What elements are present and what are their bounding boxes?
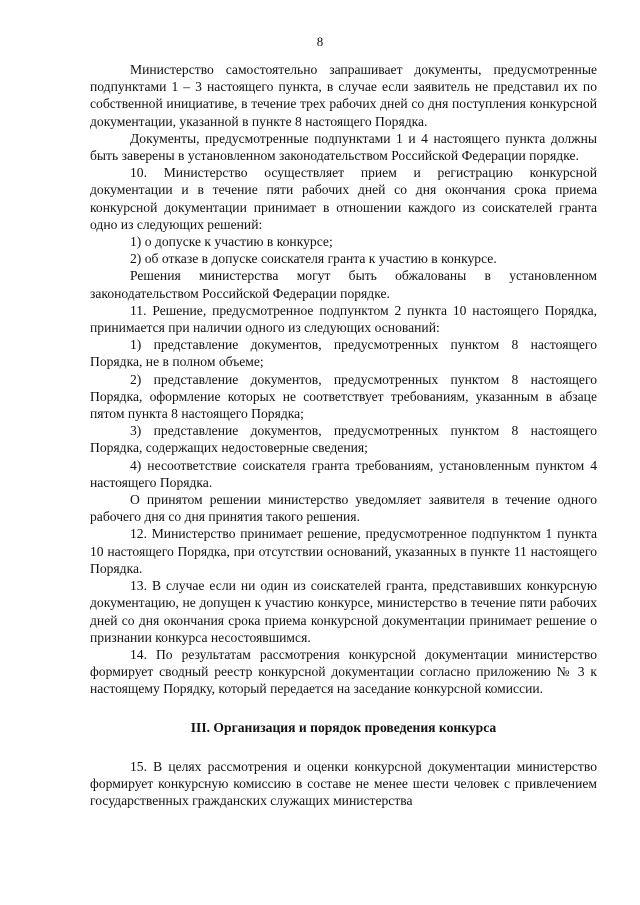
paragraph: О принятом решении министерство уведомляет заявителя в течение одного рабочего дня со дня принятия такого решения. <box>90 492 597 525</box>
paragraph: Решения министерства могут быть обжалованы в установленном законодательством Российской Федерации порядке. <box>90 268 597 301</box>
section-heading: III. Организация и порядок проведения конкурса <box>190 719 497 735</box>
paragraph: 3) представление документов, предусмотренных пунктом 8 настоящего Порядка, содержащих недостоверные сведения; <box>90 423 597 456</box>
paragraph: Министерство самостоятельно запрашивает документы, предусмотренные подпунктами 1 – 3 настоящего пункта, в случае если заявитель не представил их по собственной инициативе, в течение трех рабочих дней со дня поступления конкурсной документации, указанной в пункте 8 настоящего Порядка. <box>90 62 597 129</box>
paragraph: 12. Министерство принимает решение, предусмотренное подпунктом 1 пункта 10 настоящего Порядка, при отсутствии оснований, указанных в пункте 11 настоящего Порядка. <box>90 526 597 576</box>
paragraph: Документы, предусмотренные подпунктами 1 и 4 настоящего пункта должны быть заверены в установленном законодательством Российской Федерации порядке. <box>90 130 597 164</box>
paragraph: 1) о допуске к участию в конкурсе; <box>130 234 333 250</box>
paragraph: 1) представление документов, предусмотренных пунктом 8 настоящего Порядка, не в полном объеме; <box>90 337 597 370</box>
paragraph: 4) несоответствие соискателя гранта требованиям, установленным пунктом 4 настоящего Порядка. <box>90 457 597 490</box>
paragraph: 11. Решение, предусмотренное подпунктом 2 пункта 10 настоящего Порядка, принимается при наличии одного из следующих оснований: <box>90 302 597 336</box>
paragraph: 14. По результатам рассмотрения конкурсной документации министерство формирует сводный реестр конкурсной документации согласно приложению № 3 к настоящему Порядку, который передается на заседание конкурсной комиссии. <box>90 646 597 697</box>
paragraph: 13. В случае если ни один из соискателей гранта, представивших конкурсную документацию, не допущен к участию конкурсе, министерство в течение пяти рабочих дней со дня окончания срока приема конкурсной документации принимает решение о признании конкурса несостоявшимся. <box>90 578 597 645</box>
document-body <box>90 61 597 809</box>
paragraph: 2) представление документов, предусмотренных пунктом 8 настоящего Порядка, оформление которых не соответствует требованиям, указанным в абзаце пятом пункта 8 настоящего Порядка; <box>90 371 597 422</box>
paragraph: 15. В целях рассмотрения и оценки конкурсной документации министерство формирует конкурсную комиссию в составе не менее шести человек с привлечением государственных гражданских служащих министерства <box>90 758 597 809</box>
paragraph: 10. Министерство осуществляет прием и регистрацию конкурсной документации и в течение пяти рабочих дней со дня окончания срока приема конкурсной документации принимает в отношении каждого из соискателей гранта одно из следующих решений: <box>90 165 597 232</box>
page-number: 8 <box>316 34 324 49</box>
paragraph: 2) об отказе в допуске соискателя гранта к участию в конкурсе. <box>130 251 497 267</box>
